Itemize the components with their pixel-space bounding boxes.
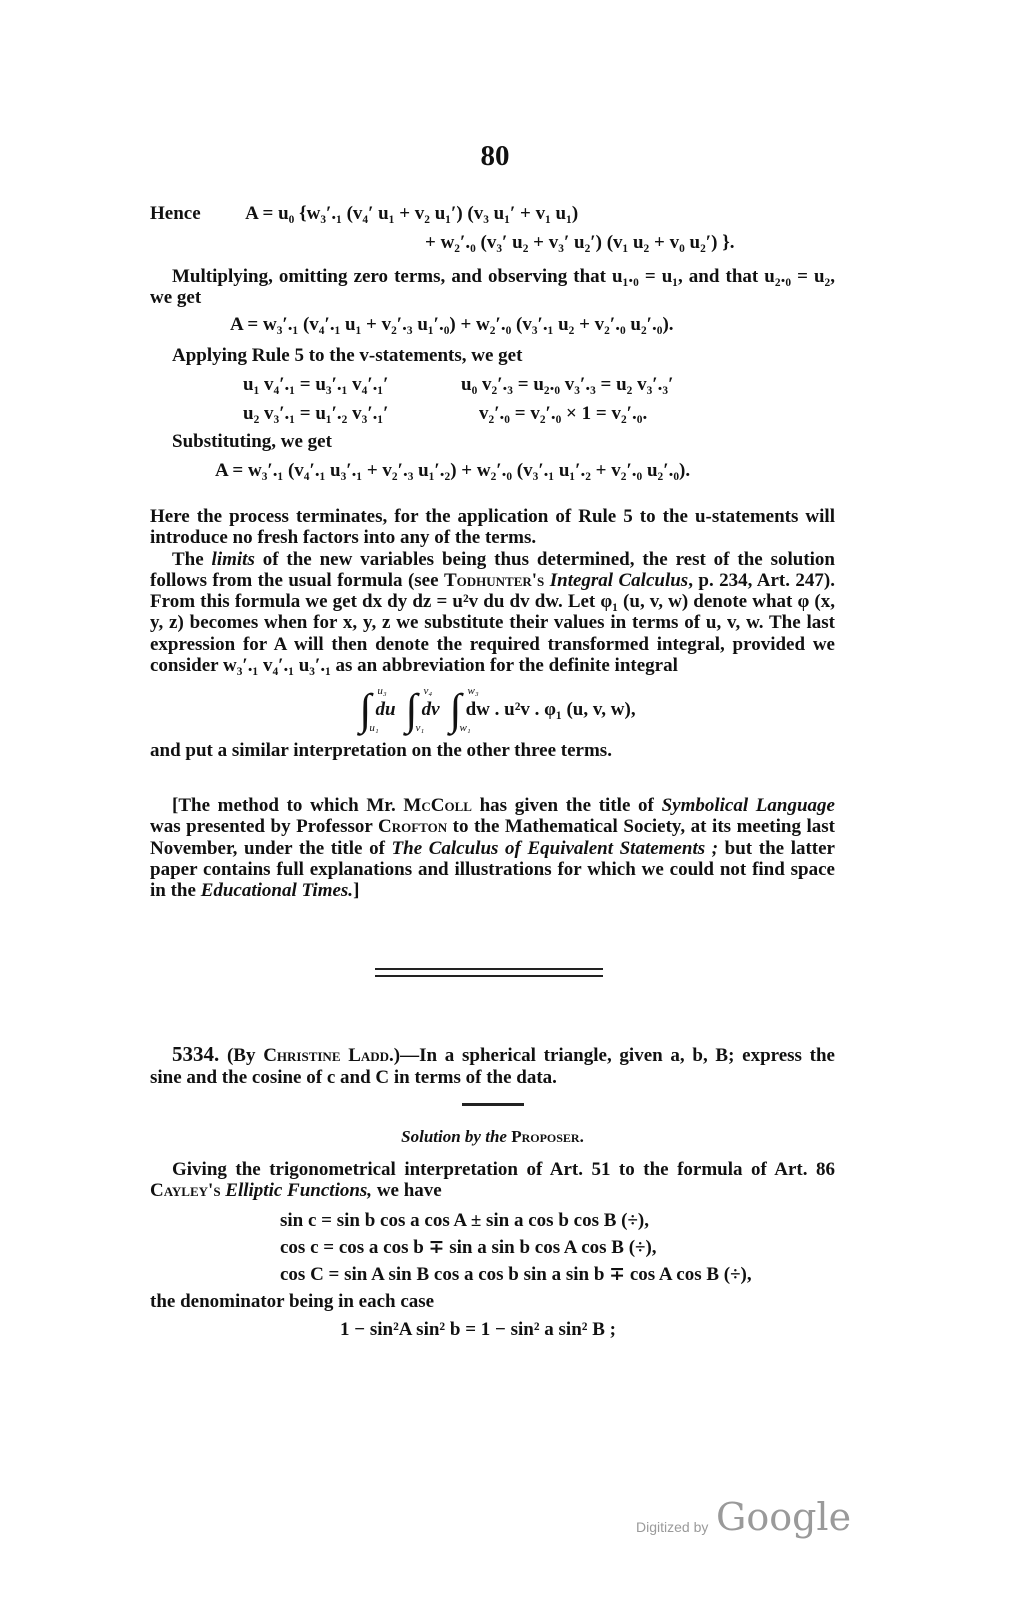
hence-label: Hence: [150, 203, 201, 224]
interpretation-line: and put a similar interpretation on the other three terms.: [150, 740, 612, 762]
question-author: Christine Ladd.: [263, 1045, 394, 1066]
equation-after-substituting: A = w₃′.₁ (v₄′.₁ u₃′.₁ + v₂′.₃ u₁′.₂) + w₂′.₀ (v₃′.₁ u₁′.₂ + v₂′.₀ u₂′.₀).: [215, 459, 691, 481]
question-number: 5334.: [172, 1042, 220, 1066]
applying-rule-line: Applying Rule 5 to the v-statements, we get: [172, 344, 523, 366]
section-divider-top: [375, 968, 603, 970]
equation-line-1: A = u₀ {w₃′.₁ (v₄′ u₁ + v₂ u₁′) (v₃ u₁′ + v₁ u₁): [245, 203, 579, 224]
substituting-line: Substituting, we get: [172, 430, 332, 452]
page-number: 80: [480, 140, 510, 172]
rule-result-2b: v₂′.₀ = v₂′.₀ × 1 = v₂′.₀.: [479, 403, 648, 425]
here-paragraph: Here the process terminates, for the application of Rule 5 to the u-statements will introduce no fresh factors into any of the terms.: [150, 506, 835, 549]
hence-equation: [150, 203, 835, 254]
google-logo: Google: [716, 1495, 852, 1539]
formula-sin-c: sin c = sin b cos a cos A ± sin a cos b cos B (÷),: [280, 1209, 649, 1231]
editorial-note: [150, 795, 835, 901]
book-title: Integral Calculus: [549, 569, 689, 591]
multiplying-section: [150, 266, 835, 481]
digitized-by-text: Digitized by: [636, 1519, 709, 1535]
formula-denominator: 1 − sin²A sin² b = 1 − sin² a sin² B ;: [340, 1318, 616, 1340]
multiplying-paragraph: Multiplying, omitting zero terms, and observing that u₁.₀ = u₁, and that u₂.₀ = u₂, we get: [150, 266, 835, 309]
integral-sign-1: ∫ u₃ u₁: [359, 685, 387, 735]
integral-sign-2: ∫ v₄ v₁: [405, 685, 433, 735]
equation-line-2: + w₂′.₀ (v₃′ u₂ + v₃′ u₂′) (v₁ u₂ + v₀ u₂′) }.: [425, 232, 735, 254]
rule-result-1b: u₀ v₂′.₃ = u₂.₀ v₃′.₃ = u₂ v₃′.₃′: [461, 374, 674, 396]
question-paragraph: 5334. (By Christine Ladd.)—In a spherical triangle, given a, b, B; express the sine and the cosine of c and C in terms of the data.: [150, 1042, 835, 1088]
denominator-line: the denominator being in each case: [150, 1291, 435, 1313]
formula-cos-c: cos c = cos a cos b ∓ sin a sin b cos A cos B (÷),: [280, 1236, 657, 1258]
integral-sign-3: ∫ w₃ w₁: [449, 685, 479, 735]
definite-integral: ∫ u₃ u₁ du ∫ v₄ v₁ dv ∫ w₃ w₁ dw . u²v . φ₁ (u, v, w),: [359, 685, 636, 735]
rule-result-1a: u₁ v₄′.₁ = u₃′.₁ v₄′.₁′: [243, 374, 389, 396]
rule-result-row-2: [150, 403, 835, 424]
rule-result-row-1: [150, 374, 835, 395]
short-divider: [462, 1103, 524, 1106]
section-divider-bottom: [375, 975, 603, 977]
rule-result-2a: u₂ v₃′.₁ = u₁′.₂ v₃′.₁′: [243, 403, 389, 425]
todhunter-name: Todhunter's: [443, 569, 545, 591]
solution-section: [150, 1127, 835, 1340]
limits-section: [150, 506, 835, 761]
solution-heading: Solution by the Proposer.: [401, 1127, 584, 1146]
google-watermark: [636, 1495, 852, 1546]
limits-paragraph: The limits of the new variables being thus determined, the rest of the solution follows from the usual formula (see Todhunter's Integral Calculus, p. 234, Art. 247). From this formula we get dx dy dz = u²v du dv dw. Let φ₁ (u, v, w) denote what φ (x, y, z) becomes when for x, y, z we substitute their values in terms of u, v, w. The last expression for A will then denote the required transformed integral, provided we consider w₃′.₁ v₄′.₁ u₃′.₁ as an abbreviation for the definite integral: [150, 548, 835, 676]
limits-word: limits: [211, 548, 255, 570]
question-5334: [150, 1043, 835, 1088]
editorial-paragraph: [The method to which Mr. McColl has given the title of Symbolical Language was presented by Professor Crofton to the Mathematical Society, at its meeting last November, under the title of The Calculus of Equivalent Statements ; but the latter paper contains full explanations and illustrations for which we could not find space in the Educational Times.]: [150, 795, 835, 902]
formula-cos-C: cos C = sin A sin B cos a cos b sin a sin b ∓ cos A cos B (÷),: [280, 1264, 752, 1286]
solution-paragraph: Giving the trigonometrical interpretation of Art. 51 to the formula of Art. 86 Cayley's Elliptic Functions, we have: [150, 1159, 835, 1202]
book-page: [150, 0, 840, 1624]
equation-after-multiplying: A = w₃′.₁ (v₄′.₁ u₁ + v₂′.₃ u₁′.₀) + w₂′.₀ (v₃′.₁ u₂ + v₂′.₀ u₂′.₀).: [230, 313, 674, 335]
